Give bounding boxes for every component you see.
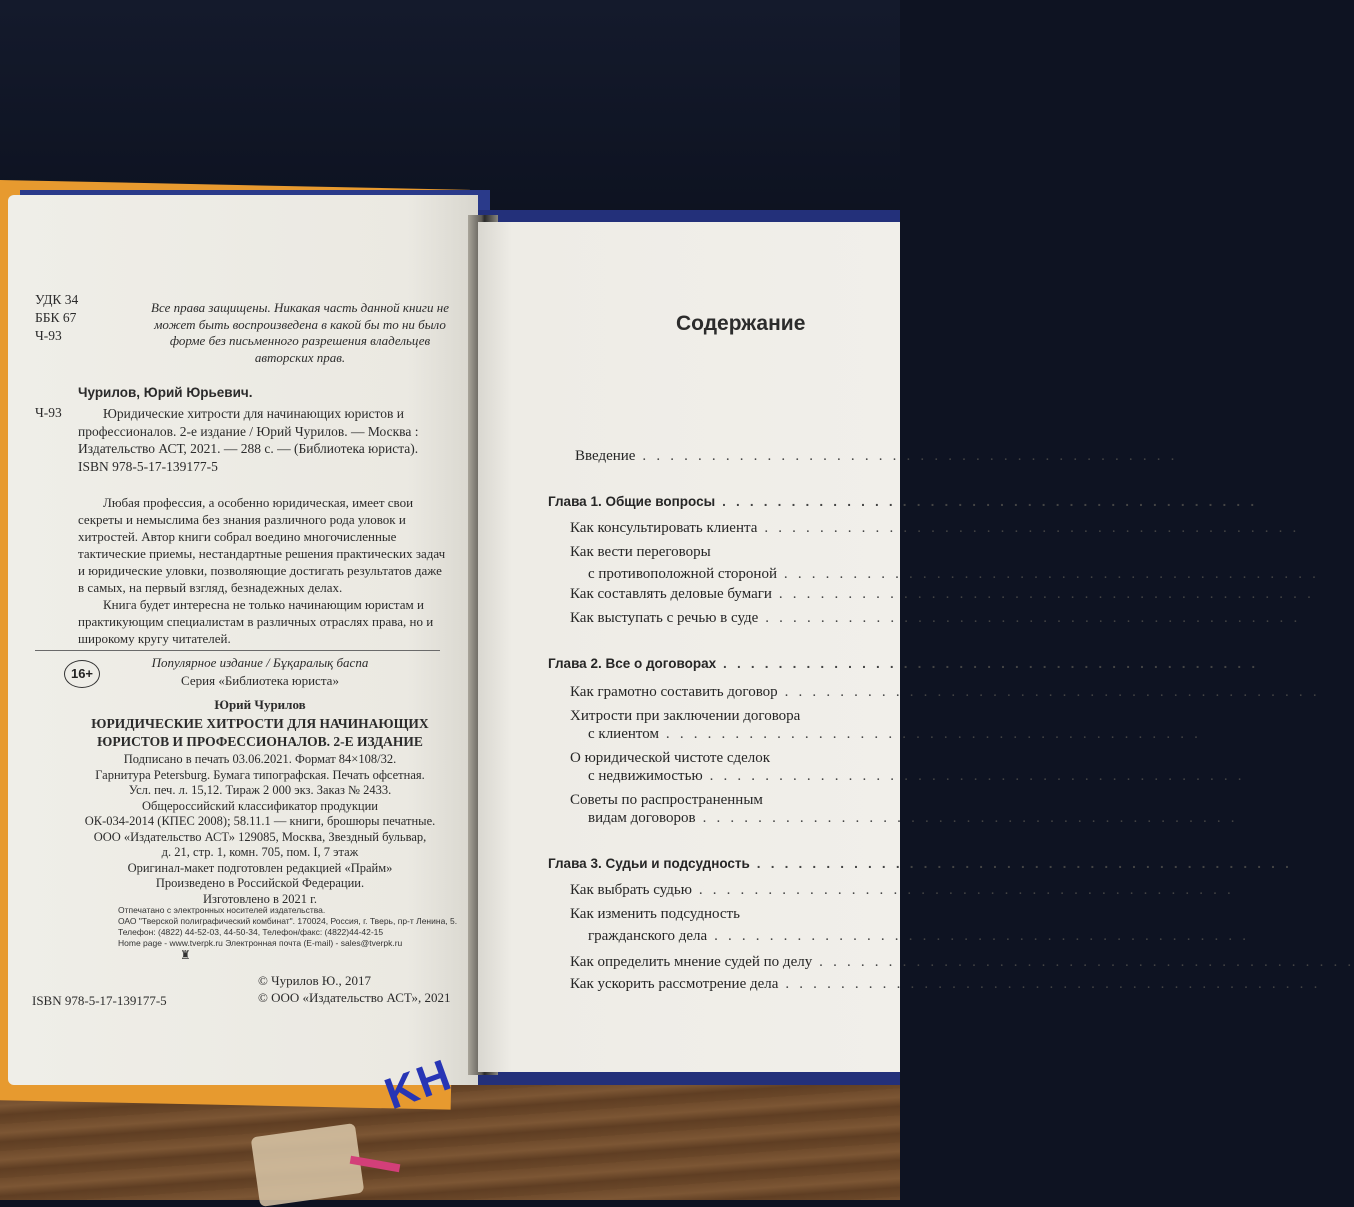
toc-item-text: Как изменить подсудность [570,906,740,922]
printer-line: ОАО "Тверской полиграфический комбинат". 170024, Россия, г. Тверь, пр-т Ленина, 5. [118,916,458,926]
toc-intro-text: Введение [575,448,636,464]
toc-item [570,610,1301,627]
dot-leader: . . . . . . . . . . . . . . . . . . . . . . . . . . . . . . . . . . . . . . . [757,520,1300,536]
printer-line: Отпечатано с электронных носителей издательства. [118,905,326,915]
divider-line [35,650,440,651]
toc-item-text: Как составлять деловые бумаги [570,586,772,602]
pubinfo-line: Изготовлено в 2021 г. [203,891,317,906]
dot-leader: . . . . . . . . . . . . . . . . . . . . . . . . . . . . . . . . . . . . . . . [777,684,1320,700]
dot-leader: . . . . . . . . . . . . . . . . . . . . . . . . . . . . . . . . . . . . . . . [771,586,1315,602]
toc-chapter-text: Глава 3. Судьи и подсудность [548,856,750,871]
pubinfo-line: д. 21, стр. 1, комн. 705, пом. I, 7 этаж [161,845,359,859]
toc-chapter [548,856,1293,871]
abstract [78,494,448,647]
toc-item [570,750,900,767]
dot-leader: . . . . . . . . . . . . . . . . . . . . . . . . . . . . . . . . . . . . . . . [707,928,1250,944]
toc-item-text: Как выбрать судью [570,882,692,898]
toc-item [570,684,1320,701]
book-title: ЮРИДИЧЕСКИЕ ХИТРОСТИ ДЛЯ НАЧИНАЮЩИХ ЮРИСТОВ И ПРОФЕССИОНАЛОВ. 2-Е ИЗДАНИЕ [91,716,429,749]
isbn-top: ISBN 978-5-17-139177-5 [78,459,218,474]
abstract-paragraph-1: Любая профессия, а особенно юридическая, имеет свои секреты и немыслима без знания различного рода уловок и хитростей. Автор книги собрал воедино многочисленные тактические приемы, нестандартные решения практических задач и юридические уловки, позволяющие достигать результатов даже в самых, на первый взгляд, безнадежных делах. [78,495,446,595]
toc-intro [575,448,1178,465]
author-mark-code: Ч-93 [35,328,62,343]
pubinfo-line: Общероссийский классификатор продукции [141,798,379,813]
pubinfo-line: Гарнитура Petersburg. Бумага типографская. Печать офсетная. [95,767,425,782]
toc-item-text: Хитрости при заключении договора [570,708,801,724]
isbn-bottom: ISBN 978-5-17-139177-5 [32,993,167,1008]
toc-item [570,708,900,725]
toc-item-text: с противоположной стороной [588,566,777,582]
toc-item-text: видам договоров [588,810,696,826]
toc-item [570,544,900,561]
toc-item-text: с клиентом [588,726,659,742]
dot-leader: . . . . . . . . . . . . . . . . . . . . . . . . . . . . . . . . . . . . . . . [691,882,1235,898]
pubinfo-line: Оригинал-макет подготовлен редакцией «Прайм» [127,860,393,875]
pubinfo-line: Усл. печ. л. 15,12. Тираж 2 000 экз. Заказ № 2433. [128,783,392,797]
toc-title: Содержание [676,312,806,335]
toc-item-text: гражданского дела [588,928,708,944]
udk-code: УДК 34 [35,292,79,307]
toc-item-text: с недвижимостью [588,768,703,784]
toc-item [588,928,1250,945]
printer-line: Home page - www.tverpk.ru Электронная почта (E-mail) - sales@tverpk.ru [118,938,403,948]
printer-info [118,905,457,949]
toc-item-text: Как грамотно составить договор [570,684,778,700]
dot-leader: . . . . . . . . . . . . . . . . . . . . . . . . . . . . . . . . . . . . . . . [716,656,1259,671]
dot-leader: . . . . . . . . . . . . . . . . . . . . . . . . . . . . . . . . . . . . . . . [758,610,1301,626]
paper-sticker [251,1123,365,1207]
rights-notice: Все права защищены. Никакая часть данной книги не может быть воспроизведена в какой бы то ни было форме без письменного разрешения владельцев авторских прав. [151,300,449,365]
toc-item [570,882,1235,899]
toc-item-text: Как консультировать клиента [570,520,758,536]
toc-item [570,906,900,923]
toc-item [570,792,900,809]
classification-codes [35,292,78,346]
author-name: Юрий Чурилов [214,697,306,712]
edition-type: Популярное издание / Бұқаралық баспа [151,655,369,670]
age-rating-badge: 16+ [64,660,100,688]
copyright-line: © Чурилов Ю., 2017 [258,973,372,988]
cover-lettering: KH [378,1049,459,1120]
toc-item-text: Как вести переговоры [570,544,711,560]
dot-leader: . . . . . . . . . . . . . . . . . . . . . . . . . . . . . . . . . . . . . . . [658,726,1202,742]
toc-item [570,520,1300,537]
toc-item [570,586,1315,603]
printer-line: Телефон: (4822) 44-52-03, 44-50-34, Телефон/факс: (4822)44-42-15 [118,927,384,937]
pubinfo-line: ОК-034-2014 (КПЕС 2008); 58.11.1 — книги, брошюры печатные. [84,814,436,828]
printer-logo-icon: ♜ [180,948,191,962]
copyright-block [258,972,451,1006]
toc-chapter [548,656,1259,671]
author-heading: Чурилов, Юрий Юрьевич. [78,385,253,400]
bibliographic-record: Юридические хитрости для начинающих юристов и профессионалов. 2-е издание / Юрий Чурилов. — Москва : Издательство АСТ, 2021. — 288 с. — (Библиотека юриста). [78,406,419,456]
publication-info [60,752,460,907]
dot-leader: . . . . . . . . . . . . . . . . . . . . . . . . . . . . . . . . . . . . . . . [776,566,1320,582]
toc-item-text: Советы по распространенным [570,792,763,808]
pubinfo-line: Подписано в печать 03.06.2021. Формат 84×108/32. [123,752,397,766]
toc-chapter-text: Глава 1. Общие вопросы [548,494,716,509]
dot-leader: . . . . . . . . . . . . . . . . . . . . . . . . . . . . . . . . . . . . . . . [695,810,1238,826]
pubinfo-line: ООО «Издательство АСТ» 129085, Москва, Звездный бульвар, [93,829,427,844]
toc-item [570,954,1354,971]
toc-item-text: О юридической чистоте сделок [570,750,771,766]
bbk-code: ББК 67 [35,310,77,325]
dot-leader: . . . . . . . . . . . . . . . . . . . . . . . . . . . . . . . . . . . . . . . [715,494,1258,509]
pubinfo-line: Произведено в Российской Федерации. [155,876,365,890]
dot-leader: . . . . . . . . . . . . . . . . . . . . . . . . . . . . . . . . . . . . . . . [635,448,1178,464]
toc-item-text: Как выступать с речью в суде [570,610,759,626]
dot-leader: . . . . . . . . . . . . . . . . . . . . . . . . . . . . . . . . . . . . . . . [778,976,1321,992]
toc-item [570,976,1321,993]
toc-item-text: Как ускорить рассмотрение дела [570,976,779,992]
toc-chapter [548,494,1258,509]
toc-item-text: Как определить мнение судей по делу [570,954,813,970]
dot-leader: . . . . . . . . . . . . . . . . . . . . . . . . . . . . . . . . . . . . . . . [749,856,1293,871]
dot-leader: . . . . . . . . . . . . . . . . . . . . . . . . . . . . . . . . . . . . . . . [812,954,1354,970]
toc-item [588,566,1320,583]
toc-item [588,726,1202,743]
abstract-paragraph-2: Книга будет интересна не только начинающим юристам и практикующим специалистам в различных отраслях права, но и широкому кругу читателей. [78,597,434,646]
toc-item [588,768,1245,785]
author-code: Ч-93 [35,405,62,420]
series-line: Серия «Библиотека юриста» [181,673,339,688]
toc-item [588,810,1238,827]
toc-chapter-text: Глава 2. Все о договорах [548,656,717,671]
copyright-line: © ООО «Издательство АСТ», 2021 [258,990,451,1005]
dot-leader: . . . . . . . . . . . . . . . . . . . . . . . . . . . . . . . . . . . . . . . [702,768,1245,784]
